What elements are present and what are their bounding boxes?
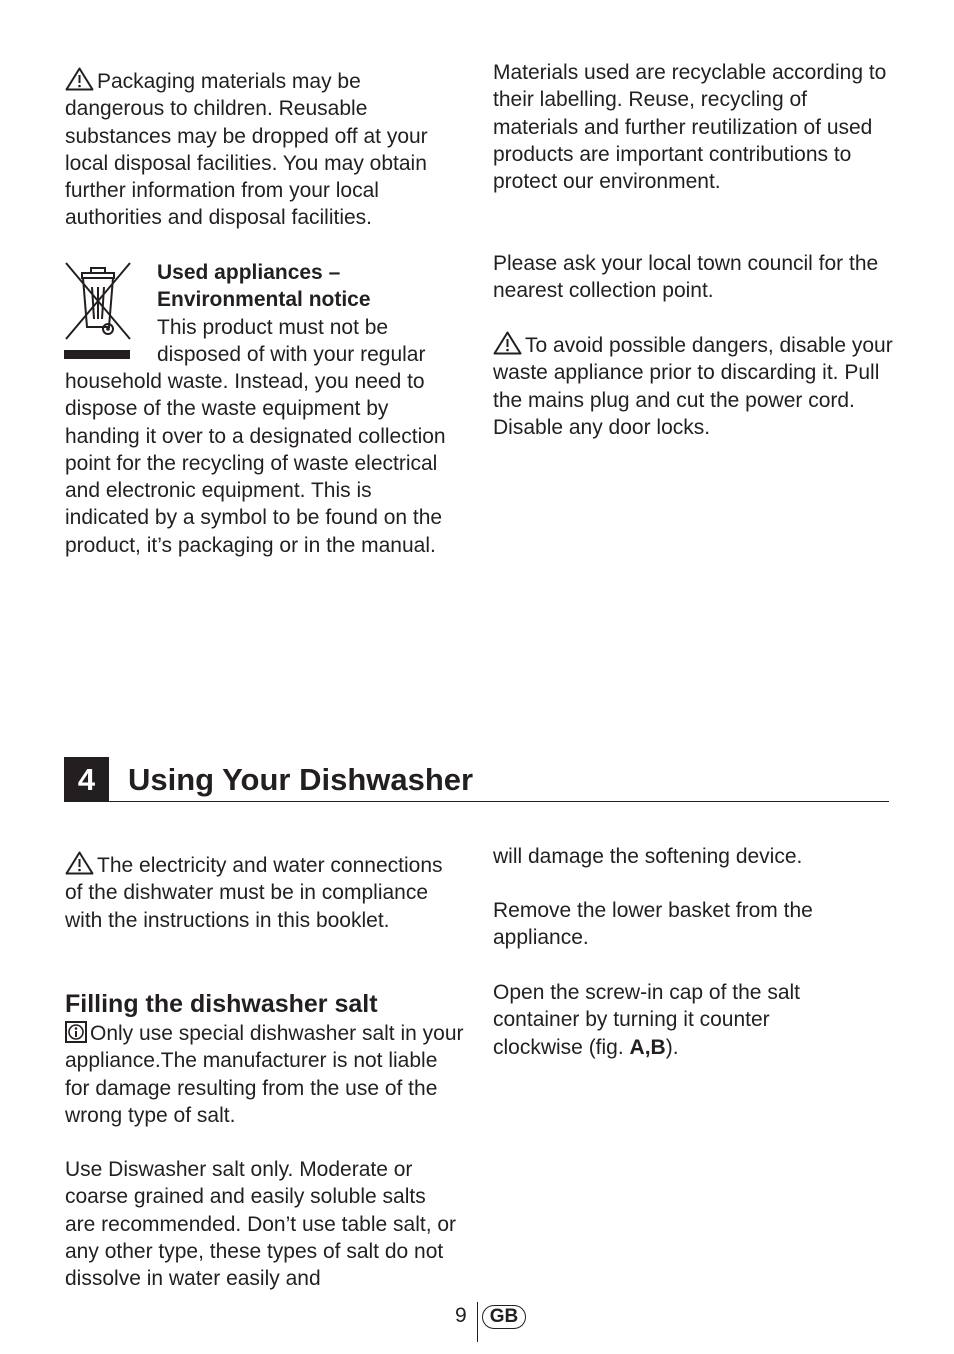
packaging-paragraph: Packaging materials may be dangerous to children. Reusable substances may be dropped off at your local disposal facilities. You may obtain further information from your local authorities and disposal facilities. (65, 67, 465, 232)
warning-icon (65, 67, 94, 91)
weee-bin-icon (64, 261, 132, 361)
section-number: 4 (64, 757, 109, 802)
info-icon (65, 1021, 87, 1043)
section-title: Using Your Dishwasher (128, 762, 474, 797)
damage-paragraph: will damage the softening device. (493, 845, 803, 868)
language-badge: GB (482, 1305, 526, 1329)
weee-title-line1: Used appliances – (157, 261, 341, 284)
page-number: 9 (455, 1304, 467, 1327)
special-salt-paragraph: Only use special dishwasher salt in your appliance.The manufacturer is not liable for damage resulting from the use of the wrong type of salt. (65, 1022, 464, 1127)
weee-title-line2: Environmental notice (157, 288, 371, 312)
weee-notice (157, 259, 467, 368)
open-cap-paragraph: Open the screw-in cap of the salt container by turning it counter clockwise (fig. A,B). (493, 981, 800, 1059)
warning-icon (493, 331, 522, 355)
weee-paragraph: household waste. Instead, you need to dispose of the waste equipment by handing it over to a designated collection point for the recycling of waste electrical and electronic equipment. This is indicated by a symbol to be found on the product, it’s packaging or in the manual. (65, 370, 446, 557)
section-divider (64, 801, 889, 802)
materials-paragraph: Materials used are recyclable according to their labelling. Reuse, recycling of materials and further reutilization of used products are important contributions to protect our environment. (493, 61, 887, 194)
footer-divider (477, 1302, 478, 1342)
weee-text-line1: This product must not be (157, 315, 389, 339)
subheading-salt: Filling the dishwasher salt (65, 990, 378, 1018)
remove-basket-paragraph: Remove the lower basket from the appliance. (493, 899, 813, 950)
warning-icon (65, 851, 94, 875)
weee-text-line2: disposed of with your regular (157, 342, 426, 366)
dangers-paragraph: To avoid possible dangers, disable your waste appliance prior to discarding it. Pull the mains plug and cut the power cord. Disable any door locks. (493, 331, 893, 441)
electricity-paragraph: The electricity and water connections of the dishwater must be in compliance with the instructions in this booklet. (65, 851, 455, 934)
figure-reference: A,B (629, 1035, 666, 1059)
diswasher-salt-paragraph: Use Diswasher salt only. Moderate or coarse grained and easily soluble salts are recommended. Don’t use table salt, or any other type, these types of salt do not dissolve in water easily and (65, 1158, 457, 1291)
council-paragraph: Please ask your local town council for the nearest collection point. (493, 252, 879, 303)
